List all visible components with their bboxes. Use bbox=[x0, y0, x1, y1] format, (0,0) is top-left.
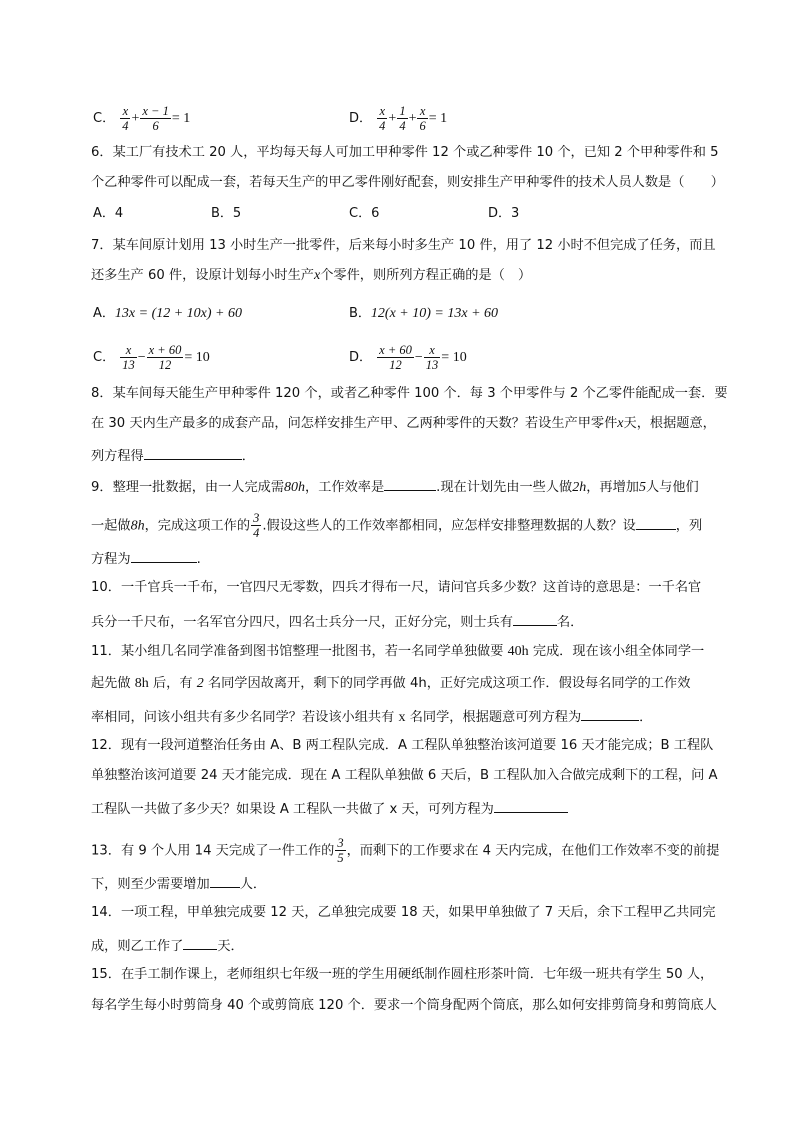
q5-option-c: C． $\frac{x}{4}$ + $\frac{x - 1}{6}$ = 1 bbox=[93, 104, 191, 133]
q11-line-2: 起先做 8h 后，有 2 名同学因故离开，剩下的同学再做 4h，正好完成这项工作．假设每名同学的工作效 bbox=[91, 676, 691, 691]
q7-line-1: 7．某车间原计划用 13 小时生产一批零件，后来每小时多生产 10 件，用了 12 小时不但完成了任务，而且 bbox=[91, 238, 716, 253]
q13-fraction: $\frac{3}{5}$ bbox=[337, 836, 344, 865]
q8-line-3: 列方程得 ． bbox=[91, 445, 255, 466]
q13-line-1: 13．有 9 个人用 14 天完成了一件工作的 $\frac{3}{5}$ ，而剩下的工作要求在 4 天内完成，在他们工作效率不变的前提 bbox=[91, 836, 720, 865]
q7-option-a: A．13x = (12 + 10x) + 60 bbox=[93, 306, 242, 321]
q8-line-1: 8．某车间每天能生产甲种零件 120 个，或者乙种零件 100 个．每 3 个甲零件与 2 个乙零件能配成一套．要 bbox=[91, 386, 728, 401]
q5-option-d: D． $\frac{x}{4}$ + $\frac{1}{4}$ + $\frac{x}{6}$ = 1 bbox=[349, 104, 448, 133]
q15-line-2: 每名学生每小时剪筒身 40 个或剪筒底 120 个．要求一个筒身配两个筒底，那么如何安排剪筒身和剪筒底人 bbox=[91, 998, 717, 1013]
q14-line-2: 成，则乙工作了 天． bbox=[91, 935, 244, 956]
q5-c-fraction-2: $\frac{x - 1}{6}$ bbox=[142, 104, 169, 133]
q8-answer-blank[interactable] bbox=[144, 445, 242, 460]
q6-option-b: B．5 bbox=[211, 206, 242, 221]
q7-option-b: B．12(x + 10) = 13x + 60 bbox=[349, 306, 499, 321]
q10-line-2: 兵分一千尺布，一名军官分四尺，四名士兵分一尺，正好分完，则士兵有 名． bbox=[91, 611, 583, 632]
q7-d-fraction-1: $\frac{x + 60}{12}$ bbox=[379, 343, 412, 372]
q13-answer-blank[interactable] bbox=[210, 873, 240, 888]
q5-c-fraction-1: $\frac{x}{4}$ bbox=[122, 104, 129, 133]
q7-c-fraction-1: $\frac{x}{13}$ bbox=[122, 343, 135, 372]
q5-d-fraction-2: $\frac{1}{4}$ bbox=[399, 104, 406, 133]
q12-equation-blank[interactable] bbox=[494, 798, 568, 813]
q14-line-1: 14．一项工程，甲单独完成要 12 天，乙单独完成要 18 天，如果甲单独做了 7 天后，余下工程甲乙共同完 bbox=[91, 905, 716, 920]
q5-d-fraction-3: $\frac{x}{6}$ bbox=[419, 104, 426, 133]
q14-answer-blank[interactable] bbox=[183, 935, 217, 950]
q9-fraction: $\frac{3}{4}$ bbox=[253, 511, 260, 540]
q6-line-2: 个乙种零件可以配成一套，若每天生产的甲乙零件刚好配套，则安排生产甲种零件的技术人员人数是（ ） bbox=[91, 175, 724, 190]
q11-line-3: 率相同，问该小组共有多少名同学？若设该小组共有 x 名同学，根据题意可列方程为 ． bbox=[91, 706, 652, 727]
q13-line-2: 下，则至少需要增加 人． bbox=[91, 873, 266, 894]
q6-option-d: D．3 bbox=[488, 206, 520, 221]
q9-line-1: 9．整理一批数据，由一人完成需80h，工作效率是 .现在计划先由一些人做2h，再增加5人与他们 bbox=[91, 476, 699, 497]
q12-line-3: 工程队一共做了多少天？如果设 A 工程队一共做了 x 天，可列方程为 bbox=[91, 798, 568, 819]
q9-variable-blank[interactable] bbox=[636, 515, 676, 530]
q6-option-c: C．6 bbox=[349, 206, 380, 221]
q7-d-fraction-2: $\frac{x}{13}$ bbox=[425, 343, 439, 372]
q11-equation-blank[interactable] bbox=[581, 706, 639, 721]
q7-c-fraction-2: $\frac{x + 60}{12}$ bbox=[148, 343, 182, 372]
q7-option-d: D． $\frac{x + 60}{12}$ − $\frac{x}{13}$ = 10 bbox=[349, 343, 467, 372]
q15-line-1: 15．在手工制作课上，老师组织七年级一班的学生用硬纸制作圆柱形茶叶筒．七年级一班共有学生 50 人， bbox=[91, 967, 714, 982]
q9-efficiency-blank[interactable] bbox=[384, 476, 436, 491]
q7-line-2: 还多生产 60 件，设原计划每小时生产x个零件，则所列方程正确的是（ ） bbox=[91, 268, 532, 283]
q5-d-fraction-1: $\frac{x}{4}$ bbox=[379, 104, 386, 133]
q10-answer-blank[interactable] bbox=[513, 611, 557, 626]
q11-line-1: 11．某小组几名同学准备到图书馆整理一批图书，若一名同学单独做要 40h 完成．现在该小组全体同学一 bbox=[91, 644, 705, 659]
q12-line-1: 12．现有一段河道整治任务由 A、B 两工程队完成．A 工程队单独整治该河道要 16 天才能完成；B 工程队 bbox=[91, 738, 714, 753]
q8-line-2: 在 30 天内生产最多的成套产品，问怎样安排生产甲、乙两种零件的天数？若设生产甲零件x天，根据题意， bbox=[91, 416, 716, 431]
q7-option-c: C． $\frac{x}{13}$ − $\frac{x + 60}{12}$ = 10 bbox=[93, 343, 210, 372]
q12-line-2: 单独整治该河道要 24 天才能完成．现在 A 工程队单独做 6 天后，B 工程队加入合做完成剩下的工程，问 A bbox=[91, 768, 718, 783]
q9-line-3: 方程为 . bbox=[91, 548, 201, 569]
q10-line-1: 10．一千官兵一千布，一官四尺无零数，四兵才得布一尺，请问官兵多少数？这首诗的意思是：一千名官 bbox=[91, 580, 702, 595]
q9-line-2: 一起做8h，完成这项工作的 $\frac{3}{4}$ .假设这些人的工作效率都相同，应怎样安排整理数据的人数？设 ，列 bbox=[91, 511, 703, 540]
q6-option-a: A．4 bbox=[93, 206, 124, 221]
q6-line-1: 6．某工厂有技术工 20 人，平均每天每人可加工甲种零件 12 个或乙种零件 10 个，已知 2 个甲种零件和 5 bbox=[91, 145, 719, 160]
q9-equation-blank[interactable] bbox=[131, 548, 197, 563]
